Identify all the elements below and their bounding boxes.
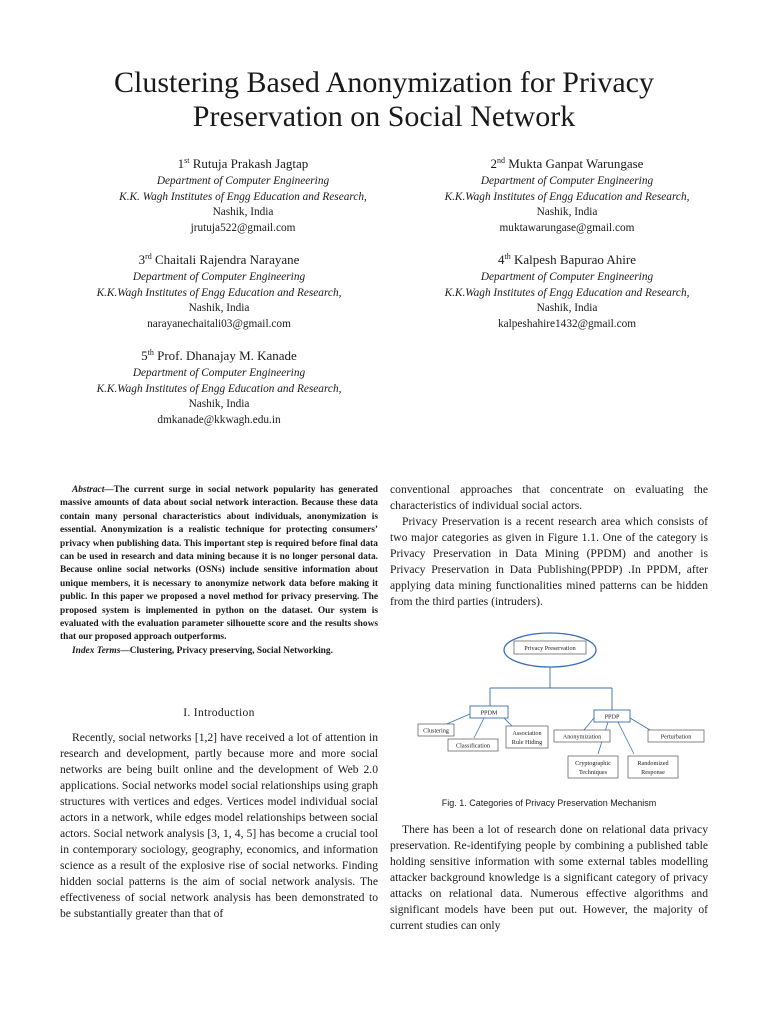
- author-city: Nashik, India: [536, 206, 598, 218]
- figure-caption: Fig. 1. Categories of Privacy Preservation Mechanism: [441, 798, 657, 808]
- author-email: muktawarungase@gmail.com: [499, 221, 635, 234]
- author-department: Department of Computer Engineering: [132, 367, 306, 379]
- author-email: jrutuja522@gmail.com: [190, 221, 296, 234]
- author-block-3: [48, 250, 390, 332]
- diagram-lower-row: [412, 752, 712, 786]
- author-city: Nashik, India: [212, 206, 274, 218]
- abstract-text: —The current surge in social network popularity has generated massive amounts of data about social network interaction. Because these data contain many personal characteristics about individuals, anonymization is essential. Anonymization is a realistic technique for protecting consumers’ privacy when publishing data. This important step is required before final data can be used in research and data mining because it is no longer personal data. Because online social networks (OSNs) include sensitive information about unique members, it is necessary to anonymize network data before making it public. In this paper we proposed a novel method for privacy preserving. The proposed system is implemented in python on the dataset. Our system is evaluated with the evaluation parameter silhouette score and the results shows that our proposed approach outperforms.: [60, 485, 378, 643]
- author-block-4: [414, 250, 720, 332]
- author-institute: K.K. Wagh Institutes of Engg Education and Research,: [119, 190, 367, 203]
- author-name: 4th Kalpesh Bapurao Ahire: [497, 252, 636, 267]
- intro-paragraph: Recently, social networks [1,2] have received a lot of attention in research and development, partly because more and more social networks are being built online and the development of Web 2.0 applications. Social networks model social relationships using graph structures with vertices and edges. Vertices model individual social actors in a network, while edges model relationships between social actors. Social network analysis [3, 1, 4, 5] has become a crucial tool in contemporary sociology, geography, economics, and information science as a result of the explosive rise of social networks. Finding hidden social patterns is the aim of social network analysis. The effectiveness of social network analysis has been demonstrated to be substantially greater than that of: [60, 731, 378, 920]
- author-city: Nashik, India: [536, 302, 598, 314]
- left-column-body: [60, 730, 378, 922]
- author-block-2: [414, 154, 720, 236]
- privacy-preservation-diagram: [412, 626, 712, 762]
- author-department: Department of Computer Engineering: [132, 271, 306, 283]
- index-terms-text: —Clustering, Privacy preserving, Social Networking.: [120, 645, 333, 656]
- author-email: kalpeshahire1432@gmail.com: [497, 317, 637, 330]
- author-name: 5th Prof. Dhanajay M. Kanade: [141, 348, 297, 363]
- abstract-body: [60, 484, 378, 645]
- ppdm-label: PPDM: [480, 709, 498, 717]
- paper-title: [60, 66, 708, 134]
- root-label: Privacy Preservation: [524, 645, 576, 652]
- right-paragraph-2: Privacy Preservation is a recent research area which consists of two major categories as given in Figure 1.1. One of the category is Privacy Preservation in Data Mining (PPDM) and another is Privacy Preservation in Data Publishing(PPDP) .In PPDM, after applying data mining functionalities mined patterns can be hidden from the third parties (intruders).: [390, 515, 708, 608]
- cryptographic-label-2: Techniques: [578, 769, 608, 776]
- ppdp-label: PPDP: [604, 713, 620, 721]
- anonymization-label: Anonymization: [562, 733, 602, 741]
- randomized-label-2: Response: [641, 769, 665, 776]
- right-column-top: [390, 482, 708, 610]
- author-city: Nashik, India: [188, 302, 250, 314]
- author-department: Department of Computer Engineering: [480, 271, 654, 283]
- abstract-label: Abstract: [72, 485, 105, 495]
- index-terms-label: Index Terms: [72, 645, 121, 656]
- right-paragraph-1: conventional approaches that concentrate on evaluating the characteristics of individual social actors.: [390, 483, 708, 512]
- author-name: 2nd Mukta Ganpat Warungase: [490, 156, 644, 171]
- author-department: Department of Computer Engineering: [480, 175, 654, 187]
- connector: [584, 718, 594, 730]
- connector: [504, 718, 512, 726]
- section-heading: I. Introduction: [183, 706, 255, 719]
- author-email: narayanechaitali03@gmail.com: [147, 317, 291, 330]
- connector: [474, 718, 484, 738]
- author-name: 1st Rutuja Prakash Jagtap: [177, 156, 309, 171]
- author-institute: K.K.Wagh Institutes of Engg Education and Research,: [444, 190, 690, 203]
- author-institute: K.K.Wagh Institutes of Engg Education and Research,: [444, 286, 690, 299]
- perturbation-label: Perturbation: [660, 733, 692, 741]
- right-paragraph-3: There has been a lot of research done on relational data privacy preservation. Re-identifying people by combining a published table holding sensitive information with some external tables modelling attacker background knowledge is a significant category of privacy attacks on relational data. Numerous effective algorithms and significant models have been put out. However, the majority of current studies can only: [390, 823, 708, 932]
- association-label-1: Association: [512, 730, 542, 737]
- title-line-1: Clustering Based Anonymization for Privacy: [114, 66, 654, 99]
- author-email: dmkanade@kkwagh.edu.in: [157, 413, 281, 426]
- author-department: Department of Computer Engineering: [156, 175, 330, 187]
- author-institute: K.K.Wagh Institutes of Engg Education and Research,: [96, 382, 342, 395]
- abstract: [60, 484, 378, 658]
- classification-label: Classification: [455, 742, 491, 750]
- title-line-2: Preservation on Social Network: [192, 100, 576, 133]
- author-name: 3rd Chaitali Rajendra Narayane: [138, 252, 300, 267]
- author-city: Nashik, India: [188, 398, 250, 410]
- association-label-2: Rule Hiding: [511, 739, 543, 746]
- author-institute: K.K.Wagh Institutes of Engg Education and Research,: [96, 286, 342, 299]
- author-block-5: [48, 346, 390, 428]
- right-column-bottom: [390, 822, 708, 934]
- randomized-label-1: Randomized: [637, 760, 669, 767]
- author-block-1: [90, 154, 396, 236]
- connector: [630, 718, 650, 730]
- connector: [618, 722, 634, 754]
- clustering-label: Clustering: [423, 727, 449, 735]
- index-terms: [60, 645, 378, 658]
- cryptographic-label-1: Cryptographic: [575, 760, 611, 767]
